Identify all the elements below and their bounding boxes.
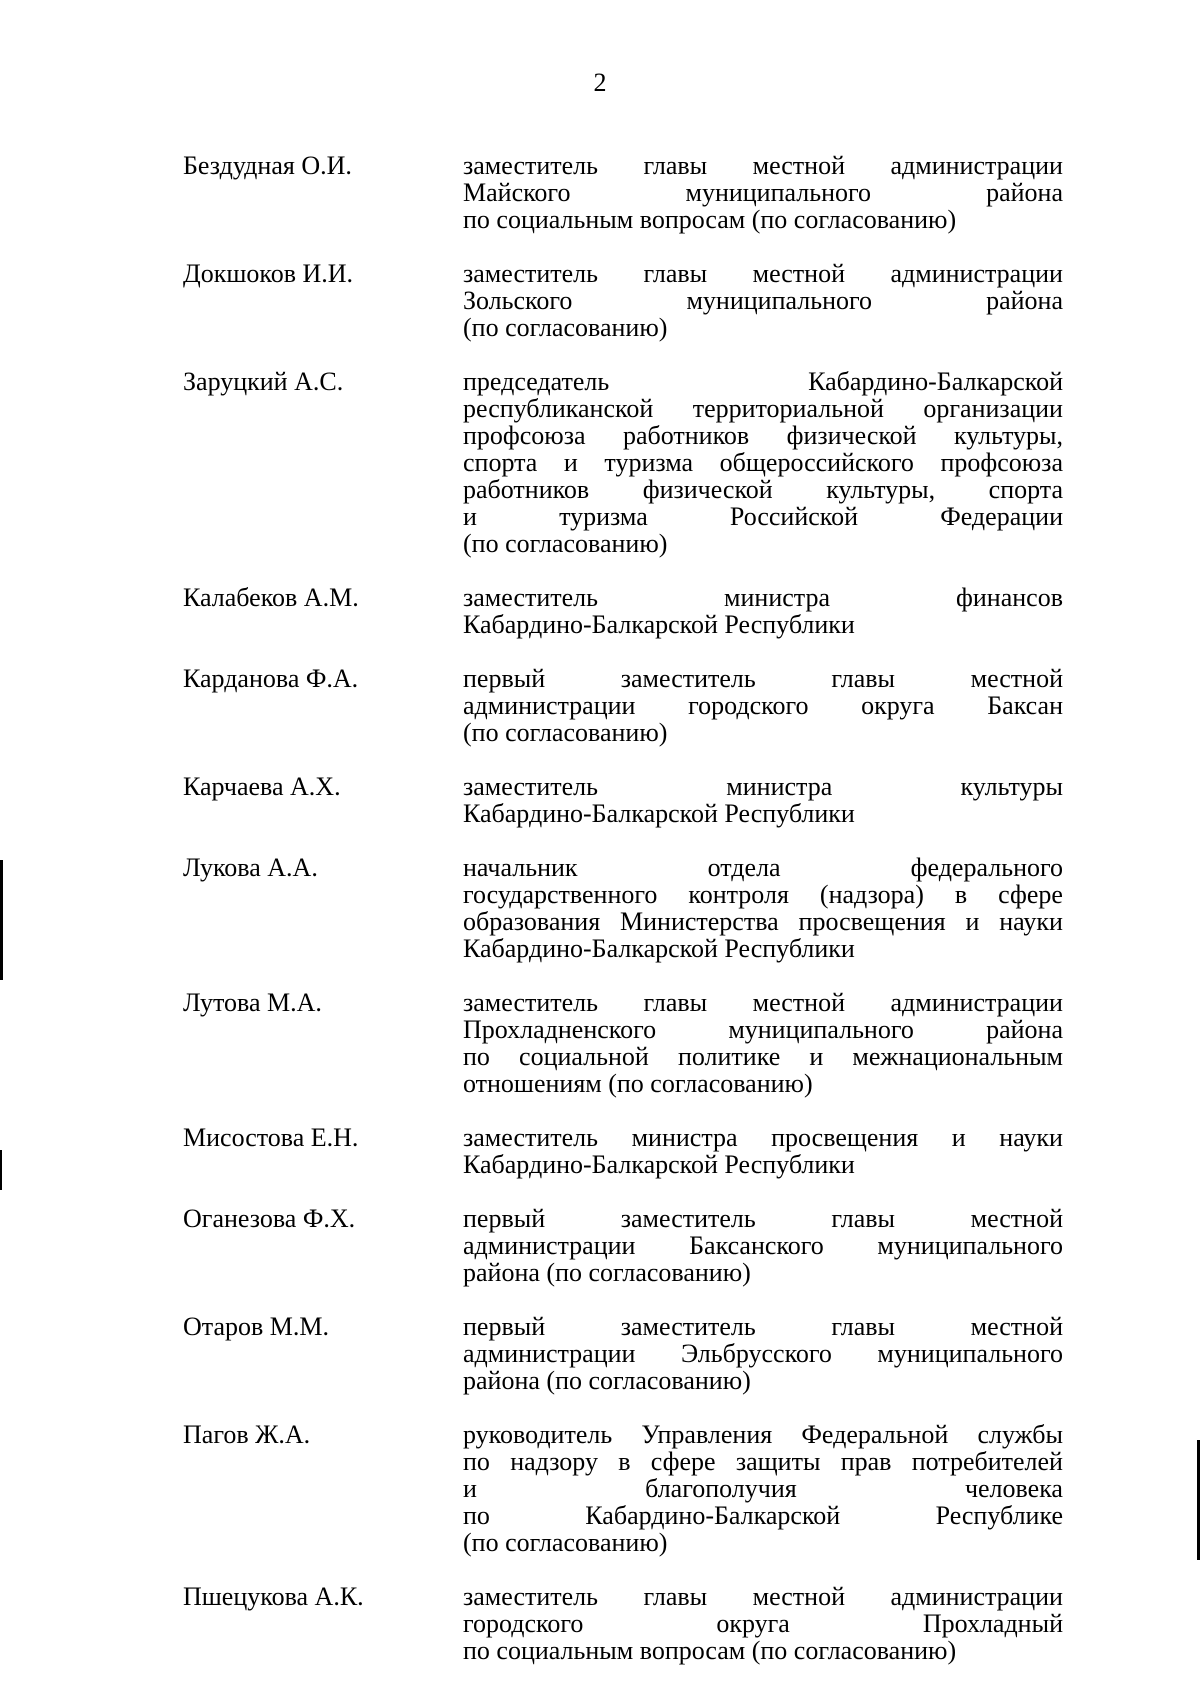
position-line: образования Министерства просвещения и науки [463, 907, 1063, 936]
position-line: республиканской территориальной организации [463, 394, 1063, 423]
position-line: первый заместитель главы местной [463, 664, 1063, 693]
position-line: работников физической культуры, спорта [463, 475, 1063, 504]
member-name: Пшецукова А.К. [183, 1582, 364, 1611]
page-number: 2 [593, 68, 607, 97]
roster-entry [183, 260, 1068, 341]
position-line: первый заместитель главы местной [463, 1312, 1063, 1341]
position-line: Прохладненского муниципального района [463, 1015, 1063, 1044]
member-name: Докшоков И.И. [183, 259, 354, 288]
member-position [463, 152, 1063, 233]
scan-edge-mark-left [0, 860, 3, 980]
member-position [463, 989, 1063, 1097]
position-line: по Кабардино-Балкарской Республике [463, 1501, 1063, 1530]
position-line: администрации городского округа Баксан [463, 691, 1063, 720]
position-line: заместитель главы местной администрации [463, 259, 1063, 288]
roster-entry [183, 1421, 1068, 1556]
position-line: профсоюза работников физической культуры, [463, 421, 1063, 450]
position-line: Зольского муниципального района [463, 286, 1063, 315]
member-name: Лутова М.А. [183, 988, 322, 1017]
member-name: Мисостова Е.Н. [183, 1123, 359, 1152]
position-line: района (по согласованию) [463, 1258, 751, 1287]
position-line: (по согласованию) [463, 529, 668, 558]
roster-entry [183, 665, 1068, 746]
position-line: государственного контроля (надзора) в сфере [463, 880, 1063, 909]
position-line: Майского муниципального района [463, 178, 1063, 207]
roster-entry [183, 368, 1068, 557]
position-line: заместитель главы местной администрации [463, 1582, 1063, 1611]
member-position [463, 1583, 1063, 1664]
position-line: заместитель министра финансов [463, 583, 1063, 612]
member-position [463, 368, 1063, 557]
position-line: заместитель главы местной администрации [463, 151, 1063, 180]
member-position [463, 773, 1063, 827]
roster-entry [183, 1124, 1068, 1178]
member-name: Пагов Ж.А. [183, 1420, 311, 1449]
roster-entry [183, 152, 1068, 233]
position-line: администрации Баксанского муниципального [463, 1231, 1063, 1260]
member-name: Заруцкий А.С. [183, 367, 344, 396]
member-name: Карчаева А.Х. [183, 772, 341, 801]
roster-entry [183, 989, 1068, 1097]
position-line: заместитель министра культуры [463, 772, 1063, 801]
member-position [463, 1124, 1063, 1178]
member-name: Калабеков А.М. [183, 583, 359, 612]
member-position [463, 854, 1063, 962]
position-line: и туризма Российской Федерации [463, 502, 1063, 531]
member-position [463, 665, 1063, 746]
member-name: Отаров М.М. [183, 1312, 330, 1341]
position-line: Кабардино-Балкарской Республики [463, 1150, 855, 1179]
member-position [463, 1205, 1063, 1286]
position-line: Кабардино-Балкарской Республики [463, 934, 855, 963]
position-line: председатель Кабардино-Балкарской [463, 367, 1063, 396]
position-line: района (по согласованию) [463, 1366, 751, 1395]
position-line: по социальным вопросам (по согласованию) [463, 1636, 957, 1665]
member-roster [183, 152, 1068, 1664]
position-line: (по согласованию) [463, 1528, 668, 1557]
position-line: по социальной политике и межнациональным [463, 1042, 1063, 1071]
position-line: администрации Эльбрусского муниципального [463, 1339, 1063, 1368]
position-line: и благополучия человека [463, 1474, 1063, 1503]
member-position [463, 584, 1063, 638]
roster-entry [183, 1583, 1068, 1664]
member-name: Карданова Ф.А. [183, 664, 359, 693]
roster-entry [183, 854, 1068, 962]
position-line: заместитель главы местной администрации [463, 988, 1063, 1017]
roster-entry [183, 1205, 1068, 1286]
position-line: первый заместитель главы местной [463, 1204, 1063, 1233]
roster-entry [183, 1313, 1068, 1394]
position-line: (по согласованию) [463, 313, 668, 342]
position-line: заместитель министра просвещения и науки [463, 1123, 1063, 1152]
roster-entry [183, 584, 1068, 638]
position-line: Кабардино-Балкарской Республики [463, 610, 855, 639]
position-line: начальник отдела федерального [463, 853, 1063, 882]
position-line: городского округа Прохладный [463, 1609, 1063, 1638]
roster-entry [183, 773, 1068, 827]
scan-edge-mark-left-lower [0, 1150, 2, 1190]
position-line: (по согласованию) [463, 718, 668, 747]
member-position [463, 260, 1063, 341]
member-name: Лукова А.А. [183, 853, 318, 882]
position-line: отношениям (по согласованию) [463, 1069, 813, 1098]
position-line: спорта и туризма общероссийского профсоюза [463, 448, 1063, 477]
member-name: Оганезова Ф.Х. [183, 1204, 356, 1233]
position-line: руководитель Управления Федеральной службы [463, 1420, 1063, 1449]
position-line: по надзору в сфере защиты прав потребителей [463, 1447, 1063, 1476]
member-position [463, 1421, 1063, 1556]
position-line: по социальным вопросам (по согласованию) [463, 205, 957, 234]
position-line: Кабардино-Балкарской Республики [463, 799, 855, 828]
member-name: Бездудная О.И. [183, 151, 352, 180]
member-position [463, 1313, 1063, 1394]
